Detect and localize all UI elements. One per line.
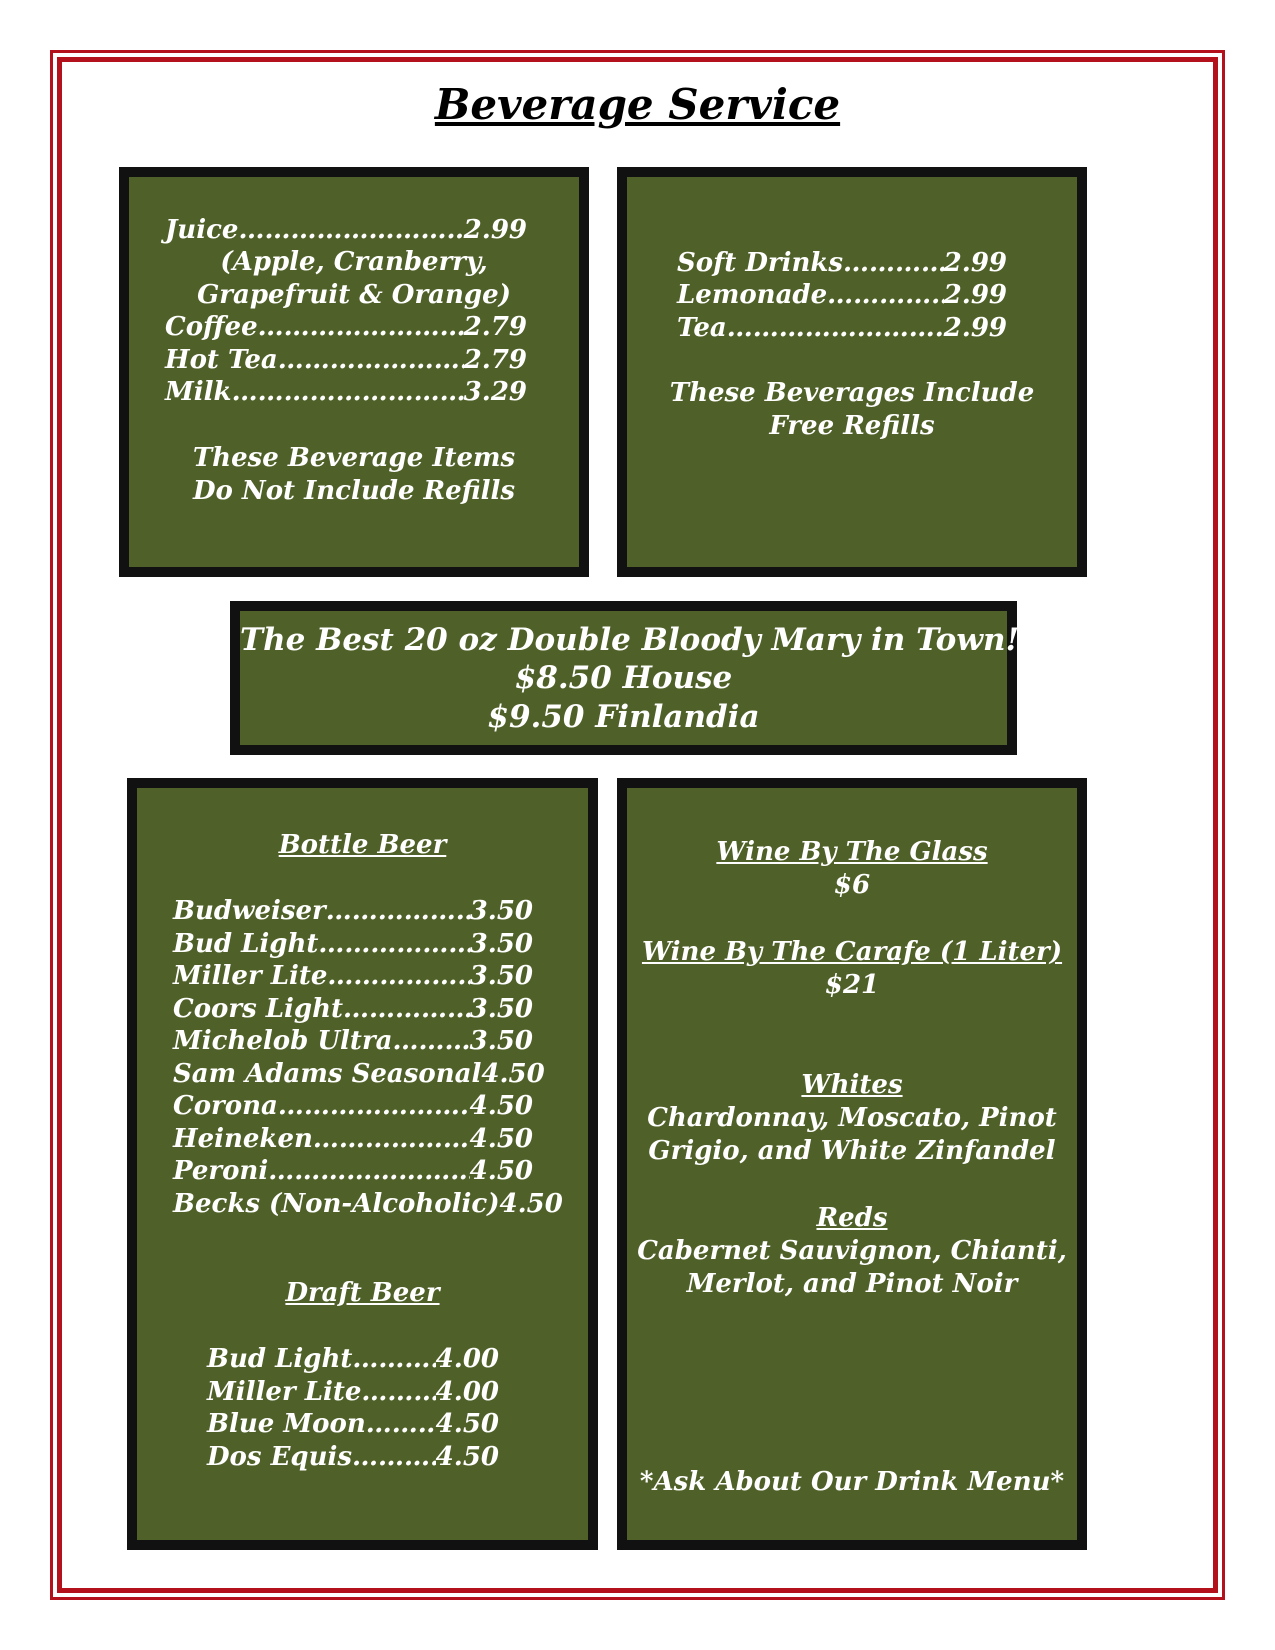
item-name: Tea [677,313,727,343]
item-price: 4.50 [469,1123,533,1154]
menu-item [173,927,533,961]
item-price: 2.99 [943,280,1007,310]
item-price: 2.79 [463,345,527,375]
menu-item [207,1440,499,1474]
item-name: Sam Adams Seasonal [173,1058,482,1089]
whites-heading: Whites [801,1070,903,1100]
refill-note: These Beverages Include [669,378,1035,408]
item-name: Juice [165,215,239,245]
item-name: Blue Moon [207,1409,366,1439]
whites-list: Grigio, and White Zinfandel [648,1136,1056,1166]
menu-item [173,894,533,928]
bottle-beer-heading: Bottle Beer [278,830,447,860]
bloody-mary-house-price: $8.50 House [514,660,733,696]
item-price: 3.50 [469,961,533,991]
leader-dots [278,343,464,377]
item-price: 4.00 [435,1344,499,1374]
item-price: 3.50 [469,896,533,926]
reds-heading: Reds [816,1203,888,1233]
menu-item [173,1024,533,1058]
leader-dots [238,213,463,247]
menu-item [677,311,1007,345]
item-price: 4.50 [499,1188,563,1219]
item-price: 4.50 [469,1091,533,1121]
leader-dots [278,1089,470,1123]
leader-dots [393,1024,470,1058]
item-price: 2.99 [943,248,1007,278]
menu-item [207,1407,499,1441]
item-name: Bud Light [173,928,319,959]
item-price: 3.50 [469,993,533,1024]
wine-panel [617,778,1087,1550]
juice-flavors: (Apple, Cranberry, [220,247,488,277]
item-price: 4.00 [435,1376,499,1407]
menu-item [173,1154,533,1188]
item-name: Hot Tea [165,345,278,375]
item-price: 2.99 [463,215,527,245]
menu-item [173,992,533,1026]
beer-panel [127,778,598,1550]
item-price: 4.50 [435,1409,499,1439]
soft-drinks-panel [617,167,1087,577]
leader-dots [727,311,944,345]
item-price: 4.50 [435,1441,499,1472]
wine-carafe-heading: Wine By The Carafe (1 Liter) [641,937,1063,967]
wine-glass-price: $6 [833,870,871,900]
bloody-mary-panel [230,601,1020,755]
item-price: 2.99 [943,313,1007,343]
item-price: 4.50 [469,1156,533,1186]
item-name: Corona [173,1091,278,1121]
leader-dots [326,894,470,928]
menu-item [173,1057,545,1091]
refill-note: Do Not Include Refills [192,476,515,506]
wine-glass-heading: Wine By The Glass [716,837,988,867]
leader-dots [843,246,944,280]
item-name: Dos Equis [207,1441,352,1472]
menu-item [677,278,1007,312]
juice-flavors: Grapefruit & Orange) [197,280,511,310]
leader-dots [327,959,469,993]
leader-dots [366,1407,436,1441]
menu-item [173,1089,533,1123]
menu-item [165,310,527,344]
page-title: Beverage Service [434,80,841,129]
reds-list: Cabernet Sauvignon, Chianti, [637,1236,1067,1266]
menu-item [207,1342,499,1376]
leader-dots [343,992,470,1026]
menu-item [165,343,527,377]
leader-dots [318,927,469,961]
menu-item [165,213,527,247]
reds-list: Merlot, and Pinot Noir [686,1269,1018,1299]
item-price: 3.50 [469,928,533,959]
draft-beer-heading: Draft Beer [285,1278,440,1308]
item-price: 3.29 [463,377,527,407]
menu-item [173,959,533,993]
leader-dots [313,1122,470,1156]
item-name: Miller Lite [207,1376,362,1407]
refill-note: Free Refills [769,411,935,441]
wine-carafe-price: $21 [824,970,880,1000]
item-name: Coors Light [173,993,344,1024]
item-name: Bud Light [207,1344,353,1374]
leader-dots [827,278,944,312]
item-name: Miller Lite [173,961,328,991]
menu-item [677,246,1007,280]
leader-dots [361,1375,435,1409]
menu-item [173,1122,533,1156]
item-name: Michelob Ultra [173,1026,393,1056]
leader-dots [268,1154,469,1188]
drink-menu-note: *Ask About Our Drink Menu* [639,1467,1065,1497]
item-name: Heineken [173,1123,313,1154]
leader-dots [352,1440,436,1474]
item-name: Soft Drinks [677,248,844,278]
bloody-mary-finlandia-price: $9.50 Finlandia [487,699,760,735]
item-price: 2.79 [463,312,527,342]
item-price: 3.50 [469,1026,533,1056]
refill-note: These Beverage Items [192,443,516,473]
menu-item [173,1187,563,1221]
item-name: Coffee [165,312,258,342]
item-name: Milk [165,377,232,407]
leader-dots [232,375,464,409]
item-name: Becks (Non-Alcoholic) [173,1188,500,1219]
item-name: Peroni [173,1156,269,1186]
item-name: Lemonade [677,280,828,310]
item-name: Budweiser [173,896,326,926]
leader-dots [352,1342,435,1376]
leader-dots [258,310,464,344]
item-price: 4.50 [481,1058,545,1089]
menu-item [165,375,527,409]
menu-item [207,1375,499,1409]
whites-list: Chardonnay, Moscato, Pinot [647,1103,1057,1133]
hot-drinks-panel [119,167,589,577]
bloody-mary-headline: The Best 20 oz Double Bloody Mary in Town! [240,622,1020,658]
